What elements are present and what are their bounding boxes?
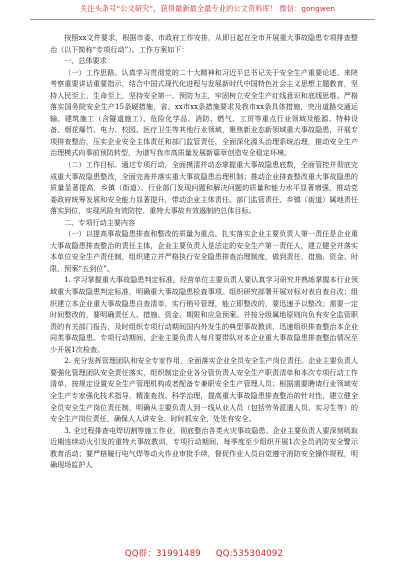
paragraph-main-content-1: （一）以提高事故隐患排查和整改的质量为重点，扎实落实企业主要负责人第一责任是企业重大事故隐患排查整治的责任主体，企业主要负责人是法定的安全生产第一责任人，建立健全并落实本单位安全生产责任制，组织建立并严格执行安全隐患排查治理制度，做到责任、措施、资金、时限、预案“五到位”。 <box>50 229 358 273</box>
footer-qq: QQ:535304092 <box>215 549 284 559</box>
section-heading-2: 二、专项行动主要内容 <box>64 217 136 227</box>
paragraph-work-goal: （二）工作目标。通过专项行动，全面摸清并动态掌握重大事故隐患底数，全面管控并彻底完成重大事故隐患整改，全面完善并落实重大事故隐患治理机制；推动企业排查整改重大事故隐患的质量显著提高，乡镇（街道）、行业部门发现问题和解决问题的质量和能力水平显著增强，推动党委政府统筹发展和安全能力显著提升，带动企业主体责任、部门监管责任、乡镇（街道）属地责任落实到位，实现风险有效防控、重特大事故有效遏制的总体目标。 <box>50 160 358 216</box>
paragraph-item-3: 3. 全过程排查电焊切割等施工作业，彻底整治各类火灾事故隐患。企业主要负责人要深刻吸取近期连续动火引发的重特大事故教训，专项行动期间，每季度至少组织开展1次全员消防安全警示教育活动；要严格履行电气焊等动火作业审批手续，督促作业人员自觉遵守消防安全操作规程，明确现场监护人 <box>50 425 358 470</box>
header-divider <box>30 19 375 20</box>
document-body <box>50 32 358 471</box>
intro-paragraph: 按照xx文件要求，根据市委、市政府工作安排，从即日起在全市开展重大事故隐患专项排查整治（以下简称“专项行动”）。工作方案如下： <box>50 33 358 54</box>
footer-qq-group: QQ群：31991489 <box>124 549 201 559</box>
paragraph-work-approach: （一）工作思路。认真学习贯彻党的二十大精神和习近平总书记关于安全生产重要论述、来陕考察重要讲话重要指示，结合中国式现代化进程与发展新时代中国特色社会主义思想主题教育，坚持人民至上、生命至上，坚持安全第一、预防为主，牢固树立安全生产红线意识和底线思维。严格落实国务院安全生产15条硬措施，省、xx市xx条措施要求及我市xx条具体措施，突出道路交通运输、建筑施工（含隧道施工）、危险化学品、消防、燃气、工贸等重点行业领域及能源、特种设备、烟花爆竹、电力、校园、医疗卫生等其他行业领域，聚焦新业态新领域重大事故隐患，开展专项排查整治，压实企业安全主体责任和部门监管责任，全面深化源头治理系统治理，推动安全生产治理模式向事前预防转型，为谱写我市高质量发展新篇章创造安全稳定环境。 <box>50 67 358 158</box>
paragraph-item-2: 2. 充分发挥管理团队和安全专家作用，全面落实企业全员安全生产岗位责任。企业主要负责人要强化管理团队安全责任落实，组织制定企业各分管负责人安全生产职责清单和本次专项行动工作清单，按规定设置安全生产管理机构或者配备专兼职安全生产管理人员；根据需要聘请行业领域安全生产专家强化技术指导，精准查找、科学治理，提高重大事故隐患排查整治的针对性，建立健全全员安全生产岗位责任制，明确从主要负责人到一线从业人员（包括劳务派遣人员、实习生等）的安全生产岗位责任，确保人人讲安全、时时抓安全、处处有安全。 <box>50 356 358 424</box>
section-heading-1: 一、总体要求 <box>64 56 107 66</box>
header-banner: 关注头条号“公文研究”，获得最新最全最专业的公文资料库！ 微信：gongwen <box>80 4 336 13</box>
paragraph-item-1: 1. 学习掌握重大事故隐患判定标准。经营单位主要负责人要认真学习研究并熟练掌握本行业领域重大事故隐患判定标准，明确重大事故隐患检查事项。组织研究部署开展对标对表自查自改；组织建立本企业重大事故隐患自查清单，实行销号管理，能立即整改的，要迅速予以整改；需要一定时间整改的，要明确责任人、措施、资金、期限和应急预案。并按分级属地原则向负有安全监管职责的有关部门报告，及时组织专项行动期间国内外发生的典型事故教训，迅速组织排查整治本企业同类事故隐患。专项行动期间，企业主要负责人每月要带队对本企业重大事故隐患排查整治情况至少开展1次检查。 <box>50 275 358 354</box>
footer-contact <box>0 547 408 559</box>
